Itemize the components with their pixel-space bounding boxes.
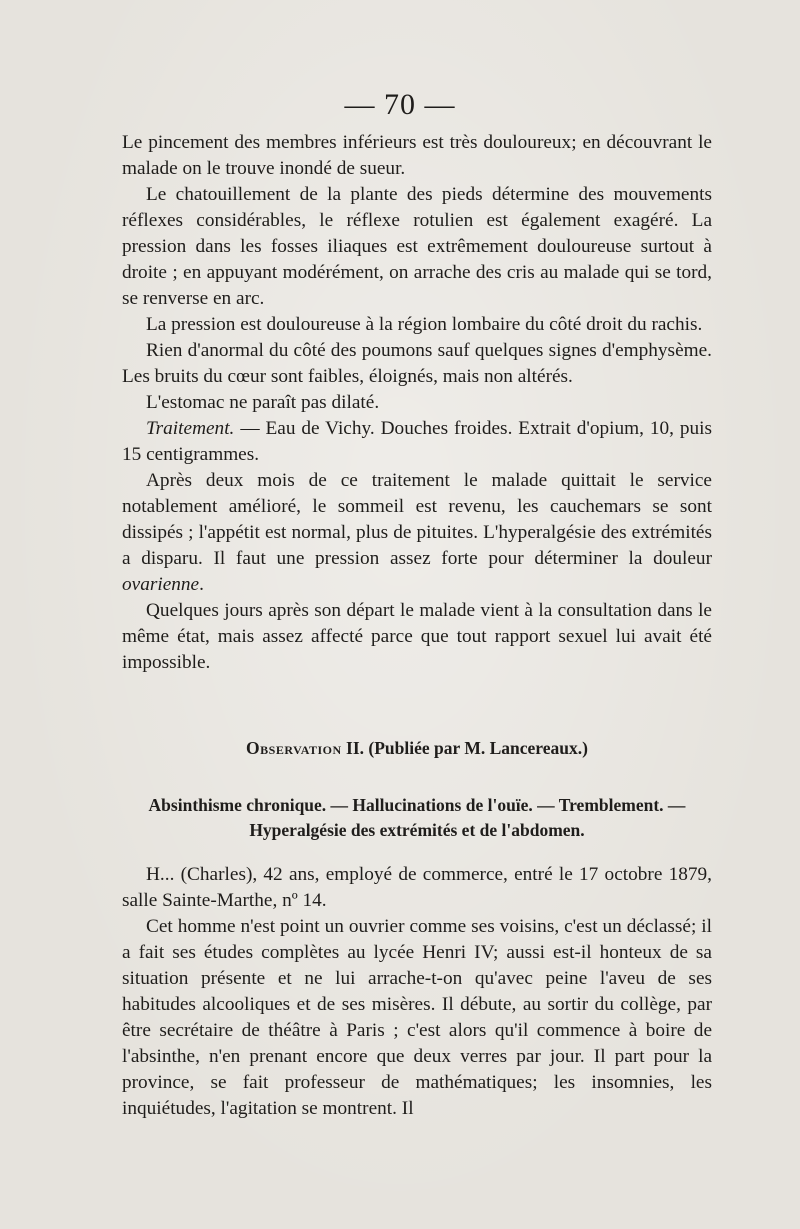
paragraph-patient-history: Cet homme n'est point un ouvrier comme ses voisins, c'est un déclassé; il a fait ses études complètes au lycée Henri IV; aussi est-il honteux de sa situation présente et ne lui arrache-t-on qu'avec peine l'aveu de ses habitudes alcooliques et de ses misères. Il débute, au sortir du collège, par être secrétaire de théâtre à Paris ; c'est alors qu'il commence à boire de l'absinthe, n'en prenant encore que deux verres par jour. Il part pour la province, se fait professeur de mathématiques; les insomnies, les inquiétudes, l'agitation se montrent. Il xyxy=(122,916,712,1119)
paragraph-pression-lombaire: La pression est douloureuse à la région lombaire du côté droit du rachis. xyxy=(146,314,703,335)
observation-text: II. (Publiée par M. Lancereaux.) xyxy=(341,738,588,758)
paragraph-consultation: Quelques jours après son départ le malade vient à la consultation dans le même état, mais assez affecté parce que tout rapport sexuel lui avait été impossible. xyxy=(122,600,712,673)
paragraph-traitement xyxy=(122,416,712,468)
body-text xyxy=(122,130,712,676)
treatment-text: — Eau de Vichy. Douches froides. Extrait d'opium, 10, puis 15 centigrammes. xyxy=(122,418,712,465)
page-number: — 70 — xyxy=(344,88,456,121)
treatment-label: Traitement. xyxy=(146,418,235,439)
paragraph-pincement: Le pincement des membres inférieurs est très douloureux; en découvrant le malade on le trouve inondé de sueur. xyxy=(122,132,712,179)
case-text xyxy=(122,862,712,1122)
summary-line-1: Absinthisme chronique. — Hallucinations de l'ouïe. — Tremblement. — xyxy=(148,795,686,815)
case-summary xyxy=(122,793,712,843)
paragraph-chatouillement: Le chatouillement de la plante des pieds détermine des mouvements réflexes considérables, le réflexe rotulien est également exagéré. La pression dans les fosses iliaques est extrêmement douloureuse surtout à droite ; en appuyant modérément, on arrache des cris au malade qui se tord, se renverse en arc. xyxy=(122,184,712,309)
paragraph-apres-text: Après deux mois de ce traitement le malade quittait le service notablement amélioré, le sommeil est revenu, les cauchemars se sont dissipés ; l'appétit est normal, plus de pituites. L'hyperalgésie des extrémités a disparu. Il faut une pression assez forte pour déterminer la douleur xyxy=(122,470,712,569)
paragraph-patient-intro: H... (Charles), 42 ans, employé de commerce, entré le 17 octobre 1879, salle Sainte-Marthe, nº 14. xyxy=(122,864,712,911)
observation-heading xyxy=(122,738,712,759)
summary-line-2: Hyperalgésie des extrémités et de l'abdomen. xyxy=(249,820,585,840)
observation-label: Observation xyxy=(246,738,342,758)
italic-ovarienne: ovarienne xyxy=(122,574,200,595)
paragraph-poumons: Rien d'anormal du côté des poumons sauf quelques signes d'emphysème. Les bruits du cœur sont faibles, éloignés, mais non altérés. xyxy=(122,340,712,387)
paragraph-estomac: L'estomac ne paraît pas dilaté. xyxy=(146,392,380,413)
paragraph-apres-end: . xyxy=(199,574,204,595)
paragraph-apres-traitement xyxy=(122,468,712,598)
